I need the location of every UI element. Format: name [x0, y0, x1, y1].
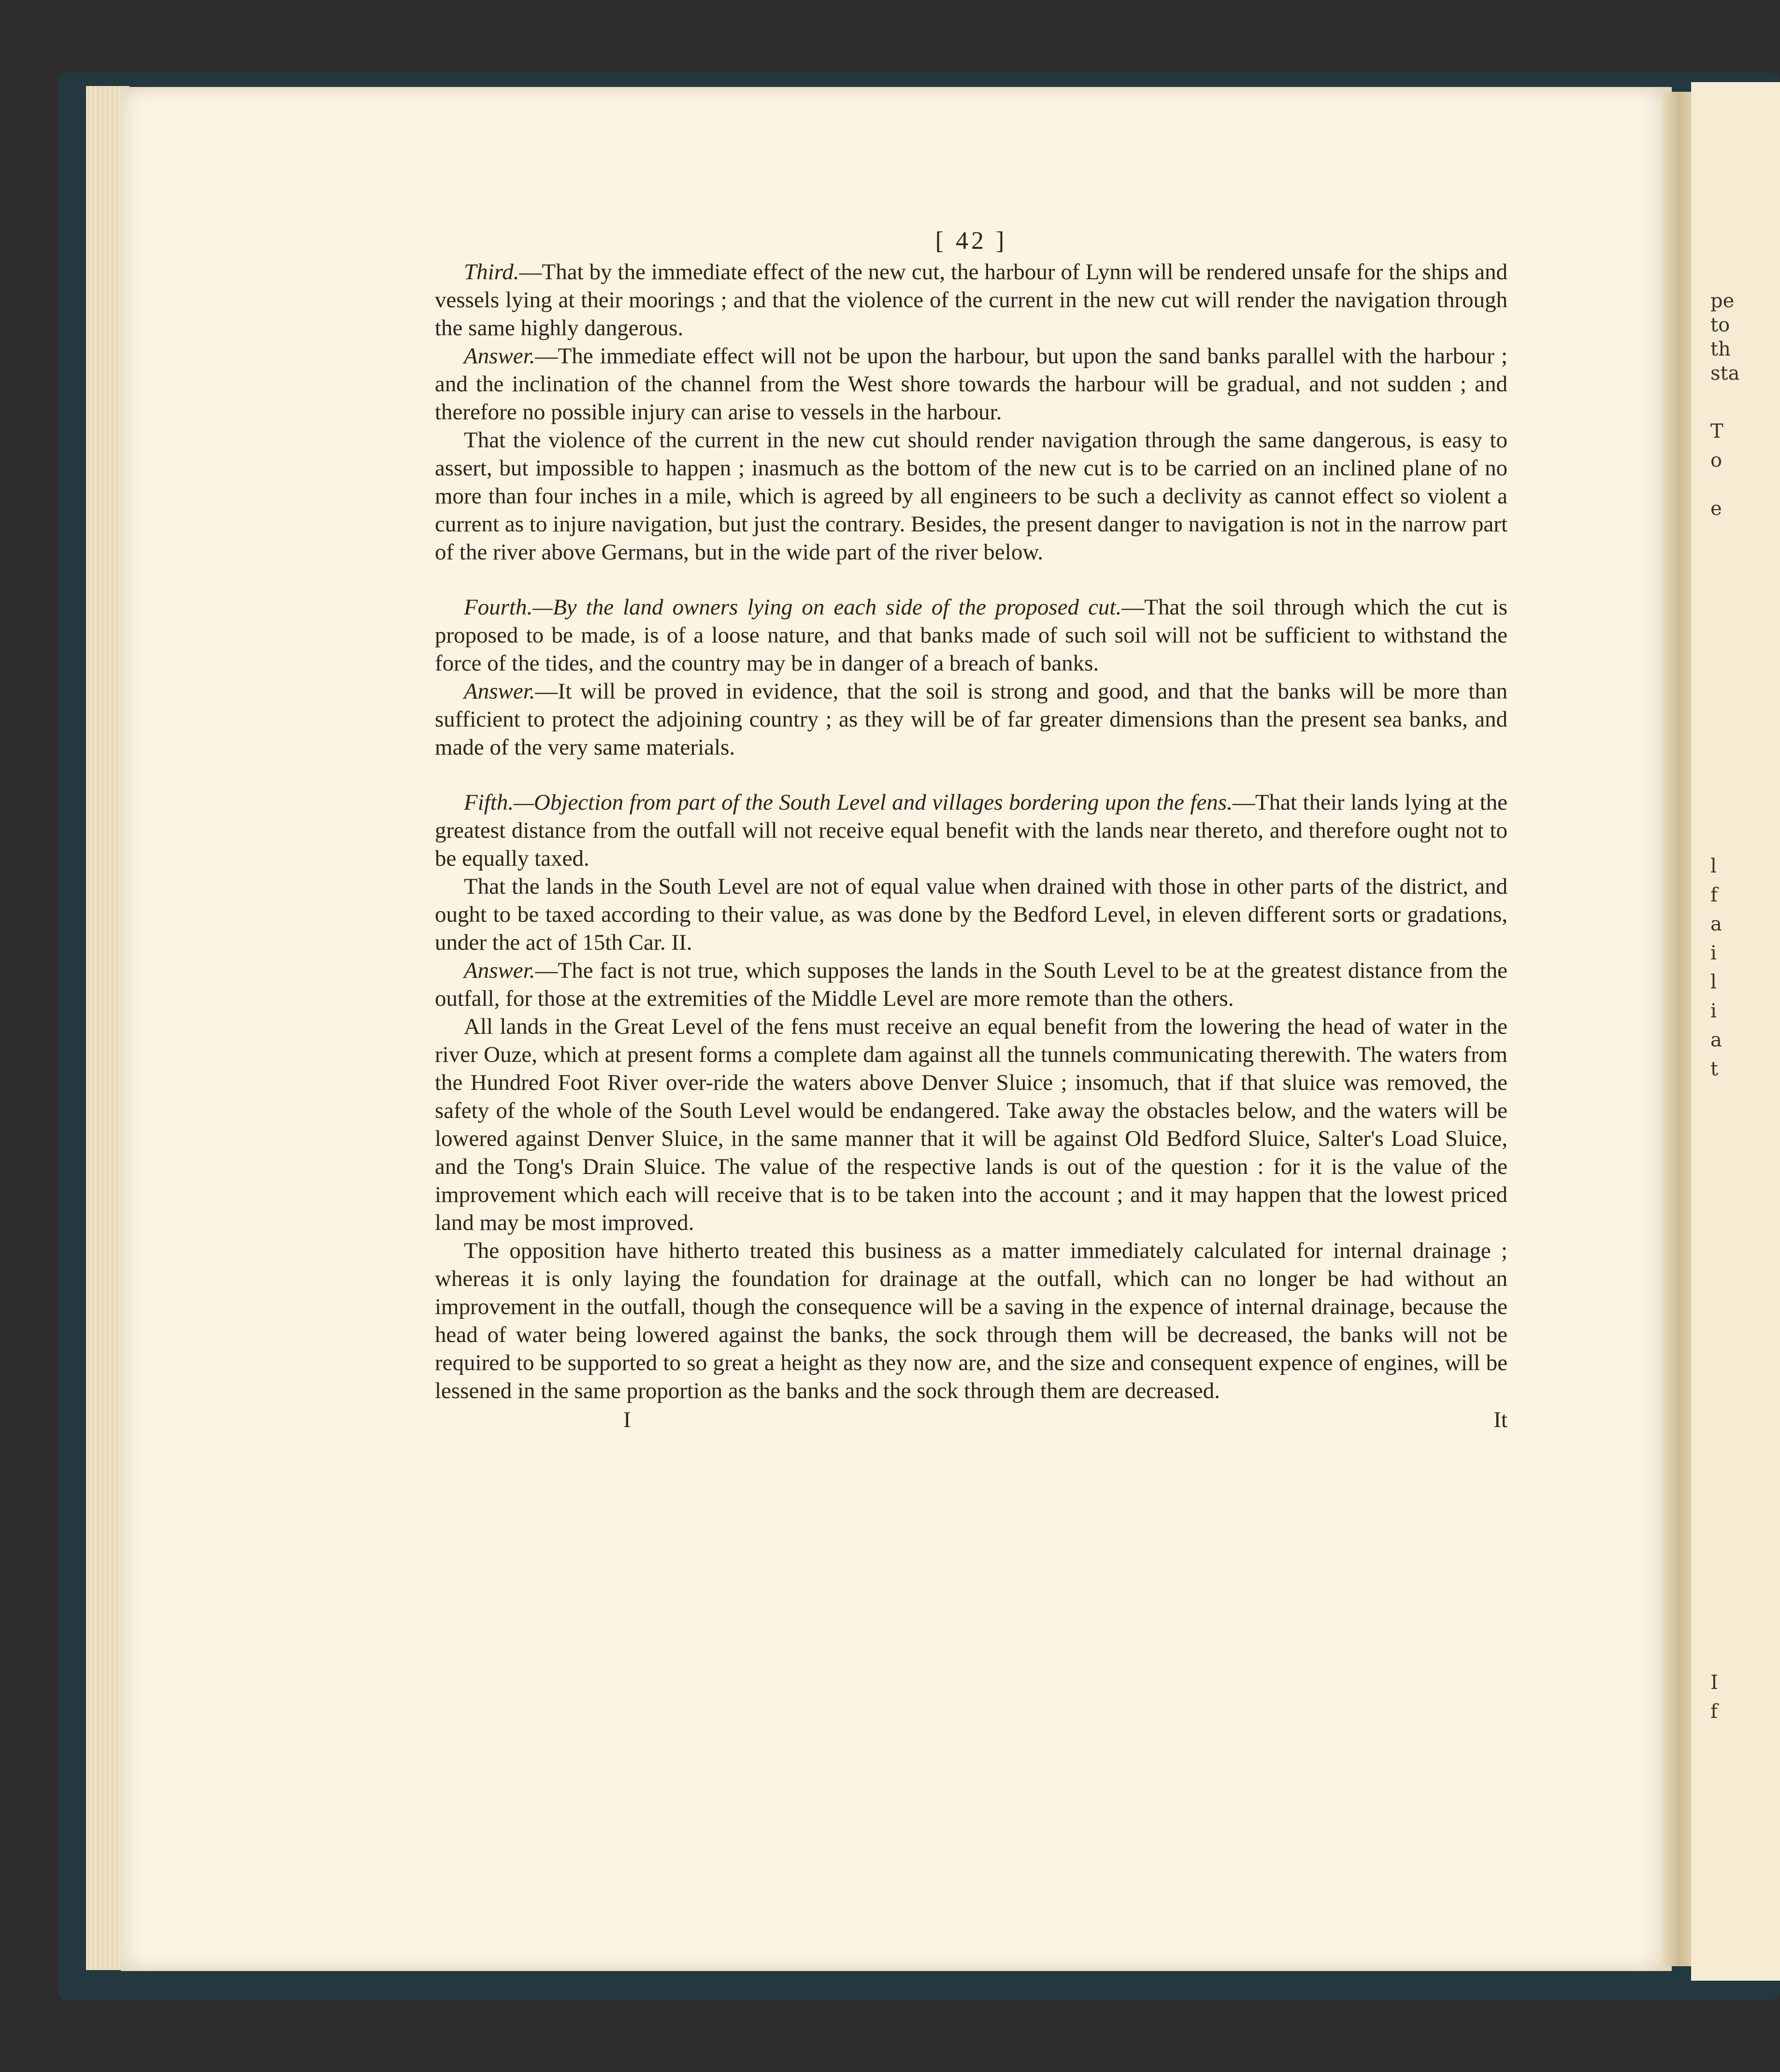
paragraph-lead: Answer. [464, 958, 535, 983]
paragraph-body: All lands in the Great Level of the fens must receive an equal benefit from the lowering the head of water in the river Ouze, which at present forms a complete dam against all the tunnels communicating therewith. The waters from the Hundred Foot River over-ride the waters above Denver Sluice ; insomuch, that if that sluice was removed, the safety of the whole of the South Level would be endangered. Take away the obstacles below, and the waters will be lowered against Denver Sluice, in the same manner that it will be against Old Bedford Sluice, Salter's Load Sluice, and the Tong's Drain Sluice. The value of the respective lands is out of the question : for it is the value of the improvement which each will receive that is to be taken into the account ; and it may happen that the lowest priced land may be most improved. [435, 1014, 1507, 1235]
next-page-fragment-text: t [1710, 1058, 1719, 1080]
section-gap [435, 761, 1507, 788]
page-number: [ 42 ] [935, 227, 1007, 255]
signature-mark: I [623, 1407, 631, 1432]
next-page-fragment-text: f [1710, 1700, 1718, 1723]
page-footer [435, 1406, 1507, 1434]
paragraph-body: —That the soil through which the cut is proposed to be made, is of a loose nature, and that banks made of such soil will not be sufficient to withstand the force of the tides, and the country may be in danger of a breach of banks. [435, 595, 1507, 676]
next-page-fragment-text: th [1710, 338, 1731, 360]
next-page-fragment-text: l [1710, 971, 1717, 993]
next-page-fragment-text: a [1710, 1029, 1722, 1051]
paragraph-lead: Fourth.—By the land owners lying on each side of the proposed cut. [464, 595, 1122, 620]
paragraph-answer-third [435, 342, 1507, 426]
next-page-fragment-text: i [1710, 1000, 1717, 1022]
next-page-fragment-text: I [1710, 1672, 1718, 1694]
next-page-fragment-text: a [1710, 913, 1722, 935]
paragraph-body: That the lands in the South Level are not of equal value when drained with those in other parts of the district, and ought to be taxed according to their value, as was done by the Bedford Level, in eleven different sorts or gradations, under the act of 15th Car. II. [435, 874, 1507, 955]
paragraph-body: —That their lands lying at the greatest distance from the outfall will not receive equal benefit with the lands near thereto, and therefore ought not to be equally taxed. [435, 790, 1508, 871]
paragraph-lead: Answer. [464, 343, 535, 369]
section-gap [435, 566, 1507, 593]
paragraph-body: That the violence of the current in the new cut should render navigation through the same dangerous, is easy to assert, but impossible to happen ; inasmuch as the bottom of the new cut is to be carried on an inclined plane of no more than four inches in a mile, which is agreed by all engineers to be such a declivity as cannot effect so violent a current as to injure navigation, but just the contrary. Besides, the present danger to navigation is not in the narrow part of the river above Germans, but in the wide part of the river below. [435, 428, 1507, 565]
catchword: It [1493, 1407, 1507, 1432]
paragraph-lead: Third. [464, 259, 519, 285]
paragraph-current-violence [435, 426, 1507, 566]
page-text-block [435, 227, 1507, 1434]
paragraph-great-level [435, 1013, 1507, 1237]
paragraph-body: —The immediate effect will not be upon the harbour, but upon the sand banks parallel with the harbour ; and the inclination of the channel from the West shore towards the harbour will be gradual, and not sudden ; and therefore no possible injury can arise to vessels in the harbour. [435, 343, 1507, 425]
next-page-fragment-text: sta [1710, 362, 1740, 385]
paragraph-lead: Fifth.—Objection from part of the South Level and villages bordering upon the fens. [464, 790, 1233, 815]
paragraph-fourth [435, 593, 1507, 677]
next-page-fragment-text: T [1710, 420, 1723, 443]
next-page-fragment-text: f [1710, 884, 1718, 906]
paragraph-body: The opposition have hitherto treated this business as a matter immediately calculated for internal drainage ; whereas it is only laying the foundation for drainage at the outfall, which can no longer be had without an improvement in the outfall, though the consequence will be a saving in the expence of internal drainage, because the head of water being lowered against the banks, the sock through them will be decreased, the banks will not be required to be supported to so great a height as they now are, and the size and consequent expence of engines, will be lessened in the same proportion as the banks and the sock through them are decreased. [435, 1238, 1507, 1403]
next-page-fragment-text: i [1710, 942, 1717, 964]
paragraph-fifth [435, 788, 1507, 872]
paragraph-opposition [435, 1237, 1507, 1405]
paragraph-south-level-value [435, 872, 1507, 957]
next-page-fragment-text: to [1710, 314, 1730, 336]
paragraph-third [435, 258, 1507, 342]
next-page-fragment-text: o [1710, 449, 1723, 472]
paragraph-answer-fourth [435, 677, 1507, 761]
paragraph-body: —That by the immediate effect of the new cut, the harbour of Lynn will be rendered unsafe for the ships and vessels lying at their moorings ; and that the violence of the current in the new cut will render the navigation through the same highly dangerous. [435, 259, 1507, 341]
paragraph-body: —The fact is not true, which supposes the lands in the South Level to be at the greatest distance from the outfall, for those at the extremities of the Middle Level are more remote than the others. [435, 958, 1507, 1011]
next-page-fragment-text: pe [1710, 290, 1735, 312]
next-page-fragment-text: e [1710, 498, 1722, 520]
paragraph-answer-fifth [435, 957, 1507, 1013]
paragraph-body: —It will be proved in evidence, that the soil is strong and good, and that the banks will be more than sufficient to protect the adjoining country ; as they will be of far greater dimensions than the present sea banks, and made of the very same materials. [435, 679, 1507, 760]
next-page-fragment [1691, 82, 1780, 1981]
next-page-fragment-text: l [1710, 855, 1717, 877]
paragraph-lead: Answer. [464, 679, 535, 704]
